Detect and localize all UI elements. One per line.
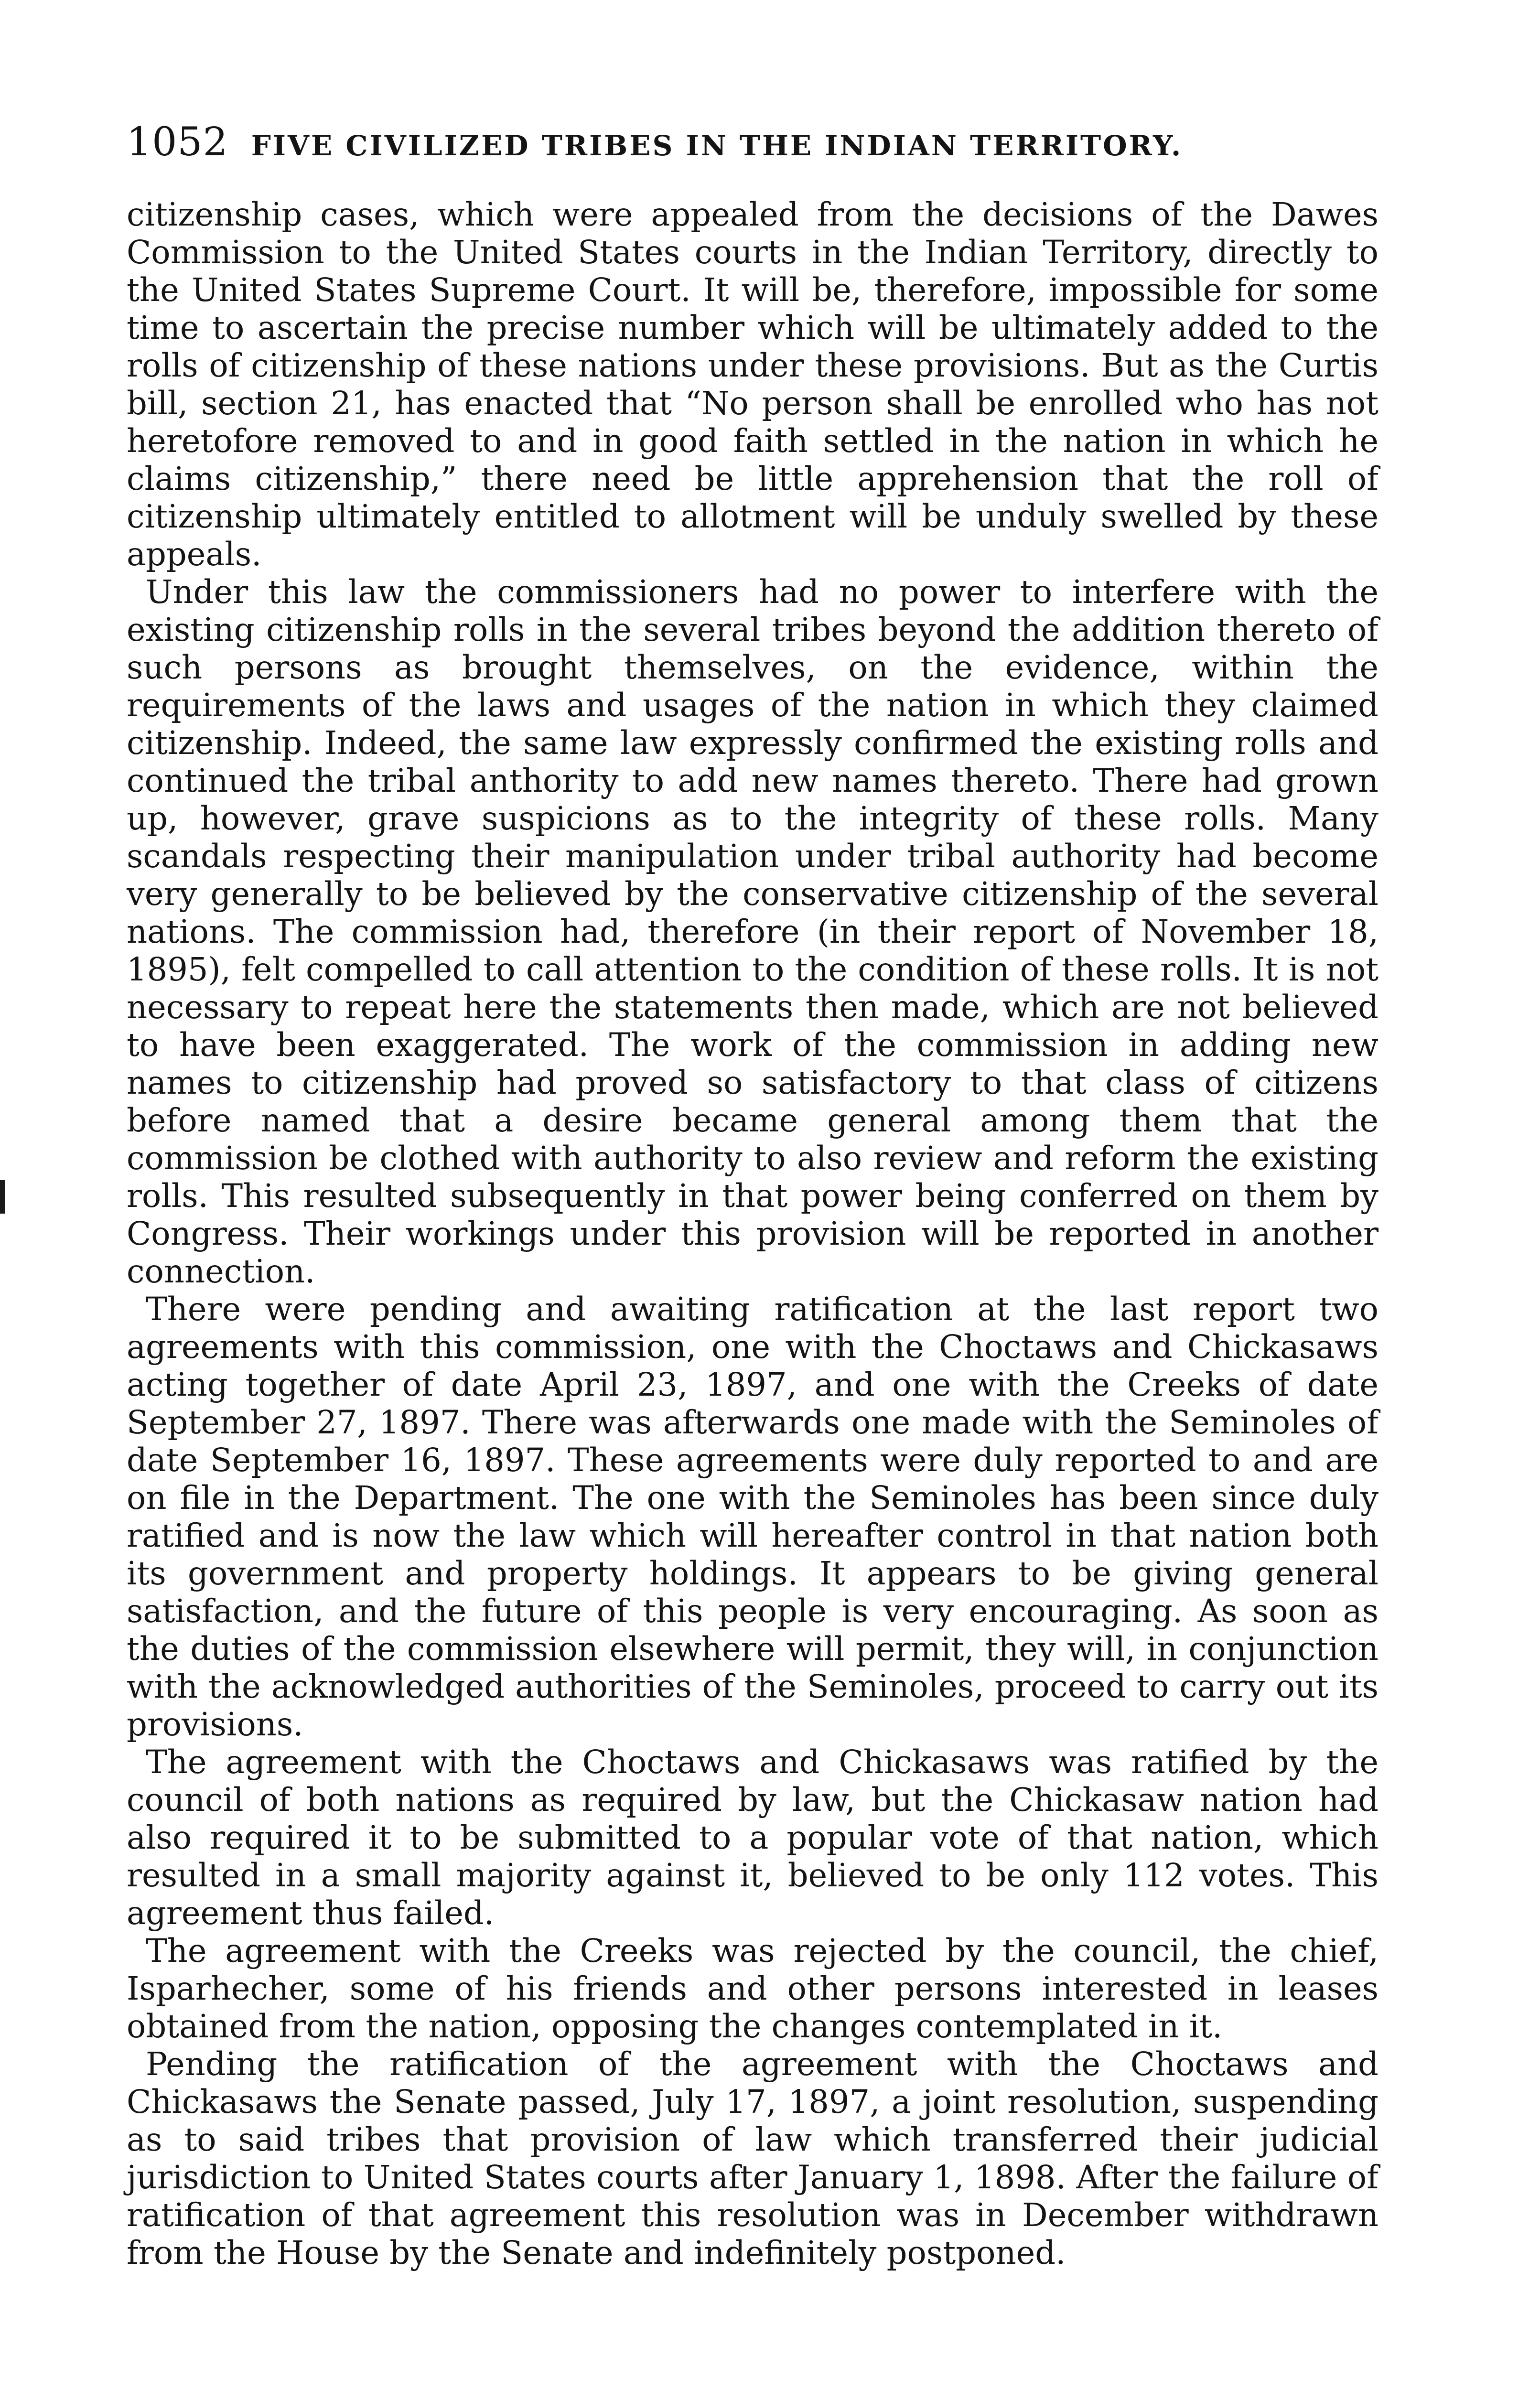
paragraph-senate-resolution: Pending the ratification of the agreement with the Choctaws and Chickasaws the Senate passed, July 17, 1897, a joint resolution, suspending as to said tribes that provision of law which transferred their judicial jurisdiction to United States courts after January 1, 1898. After the failure of ratification of that agreement this resolution was in December withdrawn from the House by the Senate and indefinitely postponed. (127, 2045, 1378, 2271)
page-number: 1052 (127, 119, 228, 165)
paragraph-continued: citizenship cases, which were appealed from the decisions of the Dawes Commission to the United States courts in the Indian Territory, directly to the United States Supreme Court. It will be, therefore, impossible for some time to ascertain the precise number which will be ultimately added to the rolls of citizenship of these nations under these provisions. But as the Curtis bill, section 21, has enacted that “No person shall be enrolled who has not heretofore removed to and in good faith settled in the nation in which he claims citizenship,” there need be little apprehension that the roll of citizenship ultimately entitled to allotment will be unduly swelled by these appeals. (127, 196, 1378, 573)
paragraph-pending-agreements: There were pending and awaiting ratification at the last report two agreements with this commission, one with the Choctaws and Chickasaws acting together of date April 23, 1897, and one with the Creeks of date September 27, 1897. There was afterwards one made with the Seminoles of date September 16, 1897. These agreements were duly reported to and are on file in the Department. The one with the Seminoles has been since duly ratified and is now the law which will hereafter control in that nation both its government and property holdings. It appears to be giving general satisfaction, and the future of this people is very encouraging. As soon as the duties of the commission elsewhere will permit, they will, in conjunction with the acknowledged authorities of the Seminoles, proceed to carry out its provisions. (127, 1291, 1378, 1743)
paragraph-citizenship-rolls: Under this law the commissioners had no power to interfere with the existing citizenship rolls in the several tribes beyond the addition thereto of such persons as brought themselves, on the evidence, within the requirements of the laws and usages of the nation in which they claimed citizenship. Indeed, the same law expressly confirmed the existing rolls and continued the tribal anthority to add new names thereto. There had grown up, however, grave suspicions as to the integrity of these rolls. Many scandals respecting their manipulation under tribal authority had become very generally to be believed by the conservative citizenship of the several nations. The commission had, therefore (in their report of November 18, 1895), felt compelled to call attention to the condition of these rolls. It is not necessary to repeat here the statements then made, which are not believed to have been exaggerated. The work of the commission in adding new names to citizenship had proved so satisfactory to that class of citizens before named that a desire became general among them that the commission be clothed with authority to also review and reform the existing rolls. This resulted subsequently in that power being conferred on them by Congress. Their workings under this provision will be reported in another connection. (127, 573, 1378, 1290)
page-header (127, 119, 1388, 165)
margin-mark (0, 1180, 5, 1214)
paragraph-creek-agreement: The agreement with the Creeks was rejected by the council, the chief, Isparhecher, some of his friends and other persons interested in leases obtained from the nation, opposing the changes contemplated in it. (127, 1932, 1378, 2045)
body-text (127, 196, 1378, 2272)
running-title: FIVE CIVILIZED TRIBES IN THE INDIAN TERRITORY. (251, 129, 1183, 162)
paragraph-choctaw-chickasaw-agreement: The agreement with the Choctaws and Chickasaws was ratified by the council of both nations as required by law, but the Chickasaw nation had also required it to be submitted to a popular vote of that nation, which resulted in a small majority against it, believed to be only 112 votes. This agreement thus failed. (127, 1743, 1378, 1932)
